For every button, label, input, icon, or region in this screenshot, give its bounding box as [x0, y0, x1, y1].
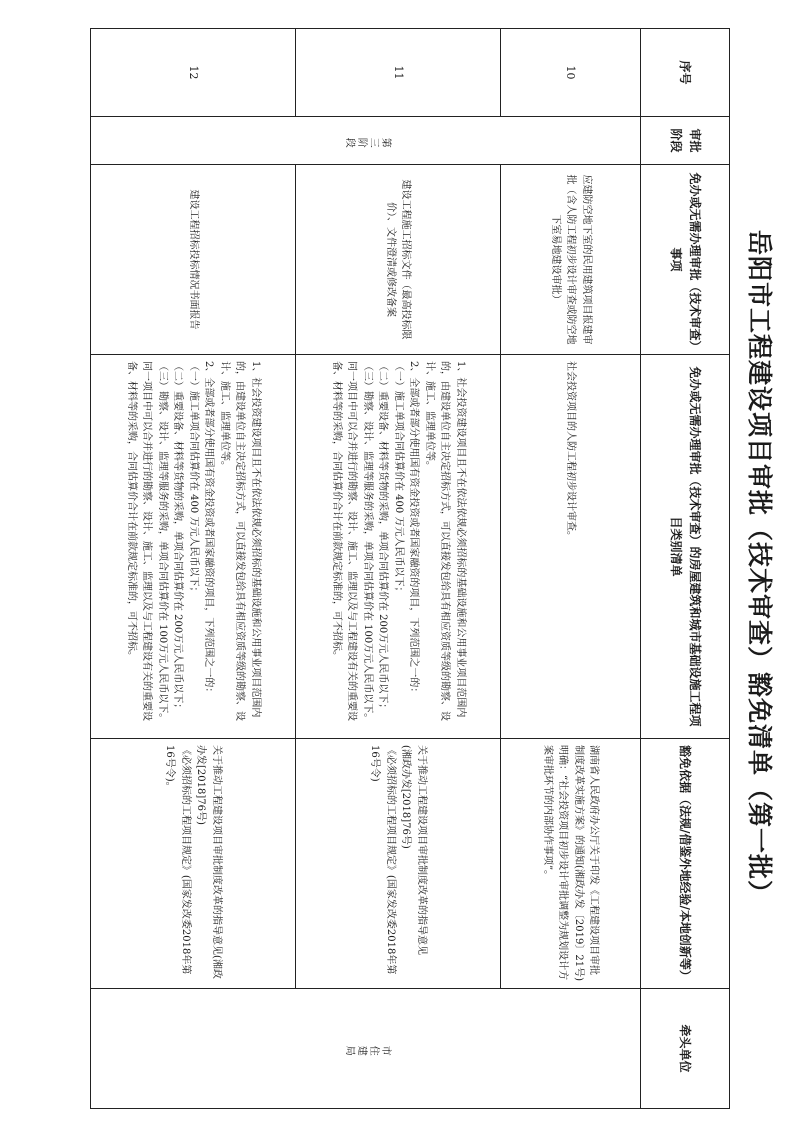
basis-line: 《必须招标的工程项目规定》(国家发改委2018年第16号令): [369, 745, 396, 975]
header-seq: 序号: [641, 29, 730, 117]
row-item: 建设工程招标投标情况书面报告: [91, 165, 296, 355]
table-row: [501, 29, 641, 1109]
table-row: [91, 29, 296, 1109]
scope-line: （一）施工单项合同估算价在 400 万元人民币以下；: [392, 361, 404, 597]
table-row: [296, 29, 501, 1109]
rotated-document-page: [92, 28, 792, 1108]
scope-line: 同一项目中可以合并进行的勘察、设计、施工、监理以及与工程建设有关的重要设备、材料等的采购，合同估算价合计在前款规定标准的，可不招标。: [125, 361, 153, 721]
document-title: 岳阳市工程建设项目审批（技术审查）豁免清单（第一批）: [745, 229, 774, 906]
row-scope: [296, 355, 501, 739]
scope-line: 1、社会投资建设项目且不在依法依规必须招标的基础设施和公用事业项目范围内的，由建设单位自主决定招标方式，可以直接发包给具有相应资质等级的勘察、设计、施工、监理单位等。: [218, 361, 261, 721]
scope-line: 同一项目中可以合并进行的勘察、设计、施工、监理以及与工程建设有关的重要设备、材料等的采购，合同估算价合计在前款规定标准的，可不招标。: [330, 361, 358, 721]
row-basis: [91, 739, 296, 989]
header-item: 免办或无需办理审批（技术审查）事项: [641, 165, 730, 355]
table-header-row: [641, 29, 730, 1109]
row-item: 建设工程施工招标文件（最高投标限价）、文件澄清或修改备案: [296, 165, 501, 355]
header-stage: 审批阶段: [641, 117, 730, 165]
scope-line: （一）施工单项合同估算价在 400 万元人民币以下；: [187, 361, 199, 597]
scope-line: 2、全部或者部分使用国有资金投资或者国家融资的项目，下列范围之一的：: [203, 361, 215, 698]
basis-line: (湘政办发[2018]76号): [400, 745, 412, 849]
basis-line: 关于推动工程建设项目审批制度改革的指导意见: [416, 745, 427, 955]
row-item: 应建防空地下室的民用建筑项目报建审批（含人防工程初步设计审查或防空地下室易地建设审批）: [501, 165, 641, 355]
exemption-table: [90, 28, 730, 1109]
scope-line: （二）重要设备、材料等货物的采购，单项合同估算价在 200万元人民币以下；: [377, 361, 389, 714]
basis-line: 湖南省人民政府办公厅关于印发《工程建设项目审批制度改革实施方案》的通知(湘政办发〔2019〕21号)明确：“社会投资项目初步设计审批调整为规划设计方案审批环节的内部协作事项”。: [542, 745, 600, 981]
scope-line: （三）勘察、设计、监理等服务的采购，单项合同估算价在 100万元人民币以下。: [361, 361, 373, 724]
scope-line: 2、全部或者部分使用国有资金投资或者国家融资的项目，下列范围之一的：: [408, 361, 420, 698]
stage-label: 第三阶段: [344, 135, 393, 147]
header-scope: 免办或无需办理审批（技术审查）的房屋建筑和城市基础设施工程项目类别清单: [641, 355, 730, 739]
row-seq: 12: [91, 29, 296, 117]
row-scope: [91, 355, 296, 739]
scope-line: 社会投资项目的人防工程初步设计审查。: [565, 361, 577, 541]
scope-line: 1、社会投资建设项目且不在依法依规必须招标的基础设施和公用事业项目范围内的，由建设单位自主决定招标方式，可以直接发包给具有相应资质等级的勘察、设计、施工、监理单位等。: [423, 361, 466, 721]
header-unit: 牵头单位: [641, 989, 730, 1109]
row-scope: [501, 355, 641, 739]
scope-line: （二）重要设备、材料等货物的采购，单项合同估算价在 200万元人民币以下；: [172, 361, 184, 714]
stage-cell: [91, 117, 641, 165]
unit-label: 市住建局: [344, 1043, 393, 1055]
header-basis: 豁免依据（法规/借鉴外地经验/本地创新等）: [641, 739, 730, 989]
scope-line: （三）勘察、设计、监理等服务的采购，单项合同估算价在 100万元人民币以下。: [156, 361, 168, 724]
basis-line: 关于推动工程建设项目审批制度改革的指导意见(湘政办发[2018]76号): [195, 745, 222, 979]
row-basis: [501, 739, 641, 989]
row-seq: 11: [296, 29, 501, 117]
basis-line: 《必须招标的工程项目规定》(国家发改委2018年第16号令)。: [164, 745, 191, 975]
unit-cell: [91, 989, 641, 1109]
row-basis: [296, 739, 501, 989]
row-seq: 10: [501, 29, 641, 117]
